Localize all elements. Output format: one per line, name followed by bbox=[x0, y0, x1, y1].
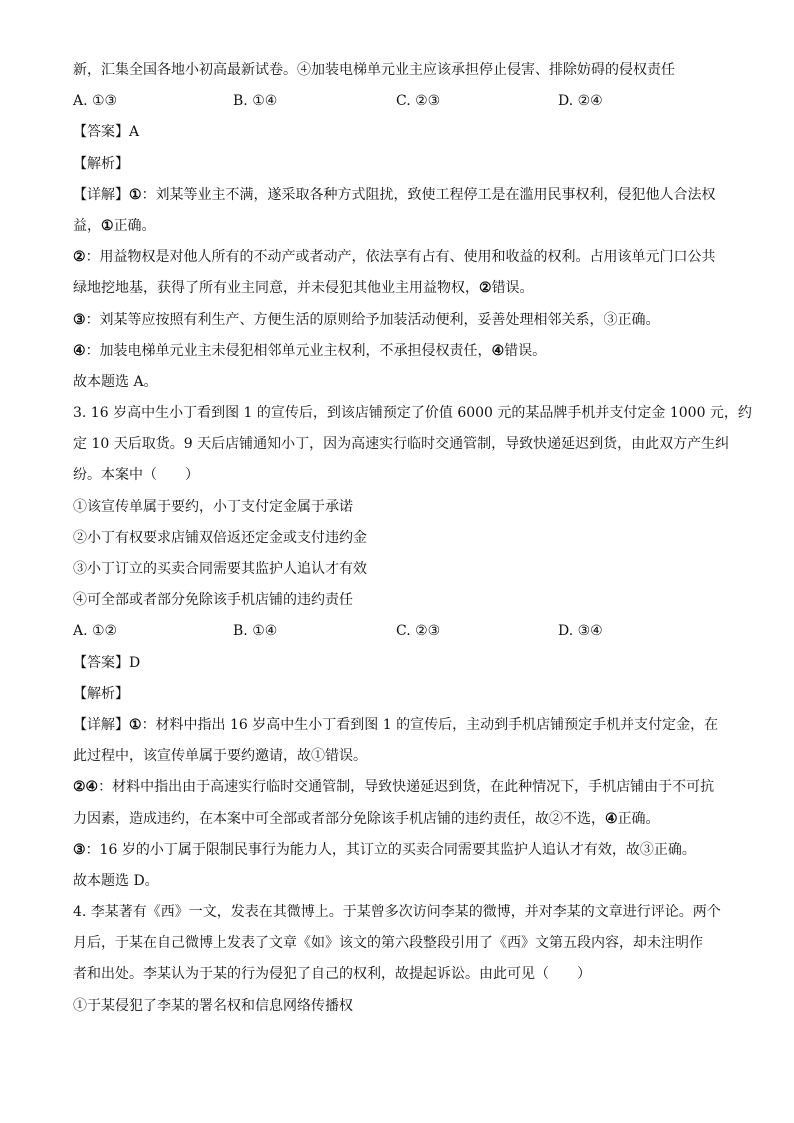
document-page bbox=[73, 60, 752, 1027]
q3-detail-line bbox=[73, 777, 723, 808]
q2-detail-line bbox=[73, 247, 723, 278]
detail-text: ：用益物权是对他人所有的不动产或者动产，依法享有占有、使用和收益的权利。占用该单元门口公共 bbox=[85, 249, 716, 266]
detail-text: ：加装电梯单元业主未侵犯相邻单元业主权利，不承担侵权责任， bbox=[85, 342, 492, 359]
q3-conclusion: 故本题选 D。 bbox=[73, 872, 159, 889]
q2-analysis-label: 【解析】 bbox=[73, 155, 129, 172]
q3-item: ④可全部或者部分免除该手机店铺的违约责任 bbox=[73, 592, 353, 609]
detail-lead: ②④ bbox=[73, 779, 99, 796]
q3-options bbox=[73, 621, 723, 652]
q3-stem-line: 定 10 天后取货。9 天后店铺通知小丁，因为高速实行临时交通管制，导致快递延迟到货，由此双方产生纠 bbox=[73, 436, 730, 453]
answer-label: 【答案】 bbox=[73, 124, 129, 141]
detail-text: ：刘某等业主不满，遂采取各种方式阻扰，致使工程停工是在滥用民事权利，侵犯他人合法权 bbox=[141, 186, 716, 203]
detail-tail: 正确。 bbox=[617, 810, 660, 827]
q2-option-d: D. ②④ bbox=[558, 93, 603, 110]
detail-text: ：刘某等应按照有利生产、方便生活的原则给予加装活动便利，妥善处理相邻关系，③正确。 bbox=[85, 311, 660, 328]
detail-tail-mark: ① bbox=[101, 217, 114, 234]
q3-option-c: C. ②③ bbox=[396, 623, 441, 640]
q3-detail-line bbox=[73, 746, 723, 777]
q2-detail-line bbox=[73, 310, 723, 341]
detail-lead: ② bbox=[73, 249, 86, 266]
answer-label: 【答案】 bbox=[73, 654, 129, 671]
answer-value: D bbox=[129, 654, 141, 671]
detail-text: ：16 岁的小丁属于限制民事行为能力人，其订立的买卖合同需要其监护人追认才有效，故③正确。 bbox=[85, 841, 696, 858]
detail-tail: 正确。 bbox=[113, 217, 156, 234]
detail-tail: 错误。 bbox=[504, 342, 547, 359]
q3-stem-line: 纷。本案中（ ） bbox=[73, 467, 199, 484]
q3-detail-line bbox=[73, 809, 723, 840]
q2-option-b: B. ①④ bbox=[233, 93, 278, 110]
q3-stem-line: 3. 16 岁高中生小丁看到图 1 的宣传后，到该店铺预定了价值 6000 元的某品牌手机并支付定金 1000 元，约 bbox=[73, 405, 752, 422]
q2-options bbox=[73, 91, 723, 122]
detail-lead: ③ bbox=[73, 841, 86, 858]
q3-detail-line bbox=[73, 715, 723, 746]
q3-answer bbox=[73, 653, 723, 684]
detail-text: ：材料中指出 16 岁高中生小丁看到图 1 的宣传后，主动到手机店铺预定手机并支付定金，在 bbox=[141, 716, 719, 733]
q3-detail-line bbox=[73, 840, 723, 871]
detail-tail-mark: ② bbox=[479, 280, 492, 297]
detail-text: 绿地挖地基，获得了所有业主同意，并未侵犯其他业主用益物权， bbox=[73, 280, 479, 297]
detail-lead: ① bbox=[129, 186, 142, 203]
q2-detail-line bbox=[73, 216, 723, 247]
detail-lead: ① bbox=[129, 716, 142, 733]
detail-lead: ④ bbox=[73, 342, 86, 359]
q2-detail-line bbox=[73, 278, 723, 309]
detail-text: 力因素，造成违约，在本案中可全部或者部分免除该手机店铺的违约责任，故②不选， bbox=[73, 810, 605, 827]
q2-answer bbox=[73, 122, 723, 153]
detail-tail: 错误。 bbox=[491, 280, 534, 297]
q2-option-a: A. ①③ bbox=[73, 93, 118, 110]
q4-stem-line: 月后，于某在自己微博上发表了文章《如》该文的第六段整段引用了《西》文第五段内容，却未注明作 bbox=[73, 935, 703, 952]
detail-text: ：材料中指出由于高速实行临时交通管制，导致快递延迟到货，在此种情况下，手机店铺由于不可抗 bbox=[98, 779, 715, 796]
q3-option-b: B. ①④ bbox=[233, 623, 278, 640]
detail-tail-mark: ④ bbox=[605, 810, 618, 827]
detail-label: 【详解】 bbox=[73, 716, 129, 733]
q3-option-d: D. ③④ bbox=[558, 623, 603, 640]
detail-text: 益， bbox=[73, 217, 101, 234]
detail-lead: ③ bbox=[73, 311, 86, 328]
q2-detail-line bbox=[73, 185, 723, 216]
q2-option-c: C. ②③ bbox=[396, 93, 441, 110]
q2-conclusion: 故本题选 A。 bbox=[73, 373, 158, 390]
q3-option-a: A. ①② bbox=[73, 623, 118, 640]
q3-item: ③小丁订立的买卖合同需要其监护人追认才有效 bbox=[73, 561, 367, 577]
detail-text: 此过程中，该宣传单属于要约邀请，故①错误。 bbox=[73, 748, 367, 765]
q4-stem-line: 者和出处。李某认为于某的行为侵犯了自己的权利，故提起诉讼。由此可见（ ） bbox=[73, 966, 591, 983]
q4-stem-line: 4. 李某著有《西》一文，发表在其微博上。于某曾多次访问李某的微博，并对李某的文章进行评论。两个 bbox=[73, 904, 721, 921]
answer-value: A bbox=[129, 124, 140, 141]
q3-analysis-label: 【解析】 bbox=[73, 685, 129, 702]
continued-line: 新，汇集全国各地小初高最新试卷。④加装电梯单元业主应该承担停止侵害、排除妨碍的侵权责任 bbox=[73, 62, 675, 78]
q2-detail-line bbox=[73, 341, 723, 372]
q3-item: ②小丁有权要求店铺双倍返还定金或支付违约金 bbox=[73, 529, 367, 546]
detail-tail-mark: ④ bbox=[491, 342, 505, 359]
q4-item: ①于某侵犯了李某的署名权和信息网络传播权 bbox=[73, 997, 353, 1014]
detail-label: 【详解】 bbox=[73, 186, 129, 203]
q3-item: ①该宣传单属于要约，小丁支付定金属于承诺 bbox=[73, 498, 353, 515]
